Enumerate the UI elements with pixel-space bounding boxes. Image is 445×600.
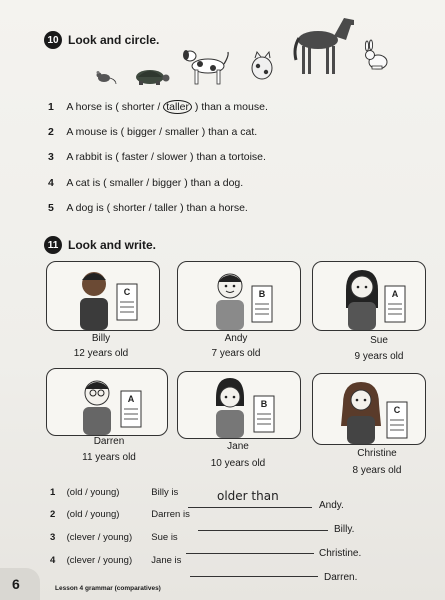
answer-line-4[interactable] — [190, 576, 318, 577]
dog-icon — [183, 50, 228, 84]
question-text[interactable]: A mouse is ( bigger / smaller ) than a cat. — [66, 126, 258, 138]
question-number: 1 — [48, 101, 54, 113]
circled-answer[interactable]: taller — [163, 100, 192, 114]
section-11-title: Look and write. — [68, 238, 157, 252]
sentence-end: Billy. — [334, 524, 355, 535]
mouse-icon — [97, 71, 117, 84]
writing-row-2 — [50, 509, 190, 520]
section-10-title: Look and circle. — [68, 33, 160, 47]
kid-name: Sue — [370, 335, 388, 346]
kid-card-christine — [312, 373, 426, 445]
cat-icon — [252, 52, 272, 79]
question-text-after: ) than a mouse. — [194, 101, 268, 113]
kid-card-sue — [312, 261, 426, 331]
kid-card-jane — [177, 371, 301, 439]
question-number: 3 — [48, 151, 54, 163]
hint-text: (old / young) — [66, 487, 120, 498]
writing-row-4 — [50, 555, 181, 566]
question-number: 4 — [48, 177, 54, 189]
kid-card-billy — [46, 261, 160, 331]
svg-text:B: B — [260, 399, 268, 409]
section-10-number: 10 — [44, 31, 62, 49]
section-11-heading — [44, 236, 156, 254]
hint-text: (old / young) — [66, 509, 120, 520]
question-number: 2 — [48, 126, 54, 138]
section-10-heading — [44, 31, 159, 49]
question-text-before: A horse is ( shorter / — [66, 101, 161, 113]
rabbit-icon — [365, 40, 387, 69]
question-5 — [48, 202, 248, 214]
hint-text: (clever / young) — [66, 555, 133, 566]
sentence-start: Sue is — [151, 532, 178, 543]
girl-with-report-card-icon — [313, 262, 425, 330]
sentence-end: Darren. — [324, 572, 358, 583]
kid-name: Andy — [224, 333, 248, 344]
section-11-number: 11 — [44, 236, 62, 254]
answer-line-1[interactable] — [188, 507, 312, 508]
page-number: 6 — [12, 576, 20, 592]
horse-icon — [295, 18, 354, 74]
kid-age: 10 years old — [210, 458, 266, 469]
writing-row-1 — [50, 487, 178, 498]
kid-name: Billy — [91, 333, 111, 344]
kid-name: Christine — [357, 448, 397, 459]
svg-text:C: C — [123, 287, 131, 297]
question-3 — [48, 151, 266, 163]
question-text[interactable]: A rabbit is ( faster / slower ) than a tortoise. — [66, 151, 266, 163]
kid-age: 8 years old — [352, 465, 402, 476]
row-number: 3 — [50, 532, 56, 543]
boy-with-report-card-icon — [178, 262, 300, 330]
kid-age: 7 years old — [211, 348, 261, 359]
kid-card-andy — [177, 261, 301, 331]
sentence-start: Darren is — [151, 509, 190, 520]
question-text[interactable]: A cat is ( smaller / bigger ) than a dog. — [66, 177, 244, 189]
row-number: 2 — [50, 509, 56, 520]
svg-text:A: A — [127, 394, 135, 404]
boy-with-glasses-report-card-icon — [47, 369, 167, 435]
hint-text: (clever / young) — [66, 532, 133, 543]
row-number: 1 — [50, 487, 56, 498]
handwritten-answer: older than — [217, 489, 279, 503]
girl-with-report-card-icon — [313, 374, 425, 444]
answer-line-3[interactable] — [186, 553, 314, 554]
writing-row-3 — [50, 532, 178, 543]
sentence-start: Billy is — [151, 487, 179, 498]
question-2 — [48, 126, 257, 138]
kid-name: Jane — [227, 441, 249, 452]
sentence-end: Andy. — [319, 500, 344, 511]
sentence-start: Jane is — [151, 555, 182, 566]
svg-text:B: B — [258, 289, 266, 299]
girl-with-report-card-icon — [178, 372, 300, 438]
question-text[interactable]: A dog is ( shorter / taller ) than a horse. — [66, 202, 248, 214]
sentence-end: Christine. — [319, 548, 362, 559]
kid-name: Darren — [93, 436, 125, 447]
row-number: 4 — [50, 555, 56, 566]
question-4 — [48, 177, 243, 189]
question-number: 5 — [48, 202, 54, 214]
lesson-footer: Lesson 4 grammar (comparatives) — [55, 585, 161, 592]
question-1 — [48, 101, 268, 113]
kid-age: 9 years old — [354, 351, 404, 362]
tortoise-icon — [136, 70, 170, 85]
svg-text:A: A — [391, 289, 399, 299]
answer-line-2[interactable] — [198, 530, 328, 531]
page-number-tab — [0, 568, 40, 600]
kid-age: 11 years old — [82, 452, 136, 463]
svg-text:C: C — [393, 405, 401, 415]
boy-with-report-card-icon — [47, 262, 159, 330]
kid-age: 12 years old — [73, 348, 129, 359]
kid-card-darren — [46, 368, 168, 436]
